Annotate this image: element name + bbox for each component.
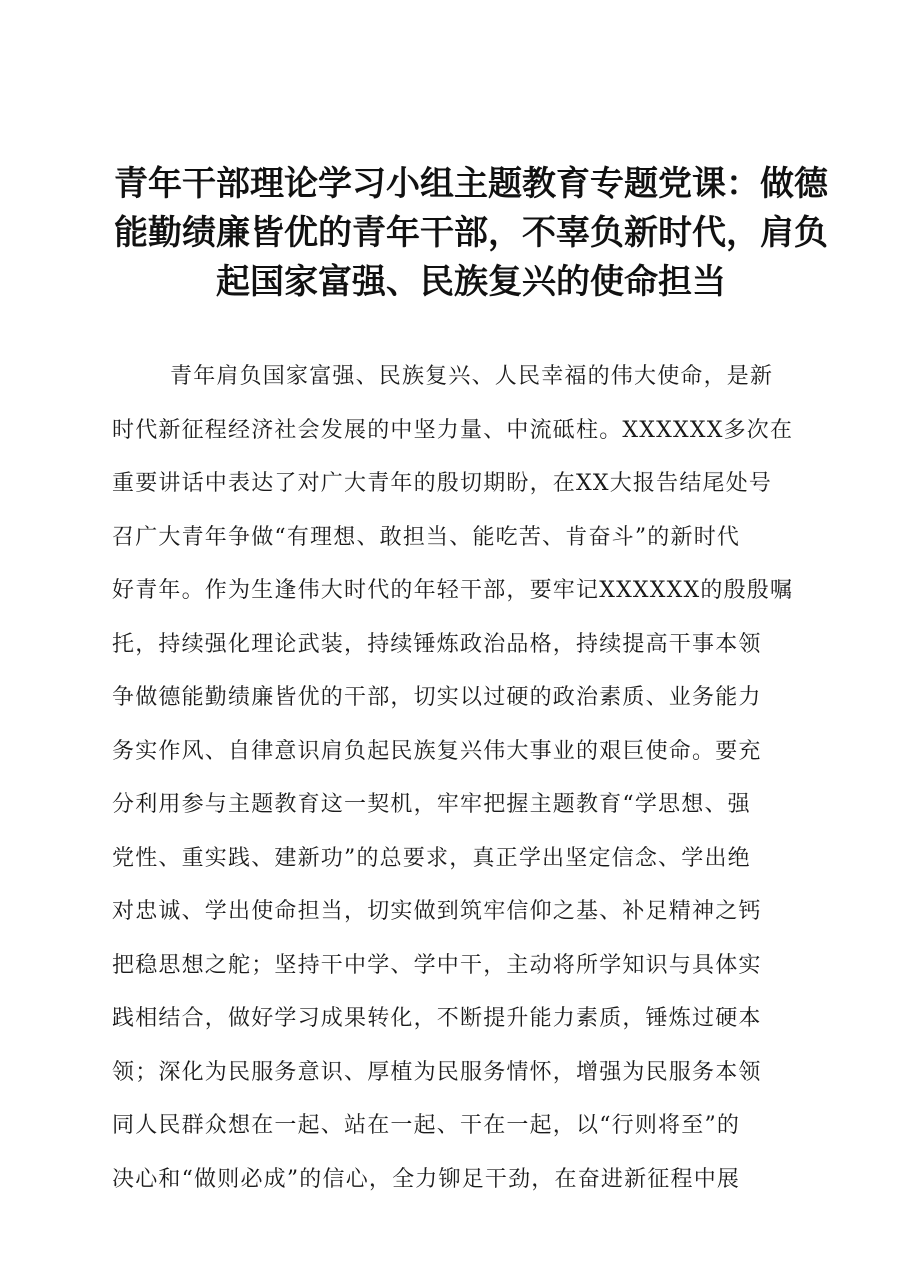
body-line: 重要讲话中表达了对广大青年的殷切期盼，在XX大报告结尾处号 (112, 471, 773, 496)
body-line: 时代新征程经济社会发展的中坚力量、中流砥柱。XXXXXX多次在 (112, 417, 794, 443)
document-title (112, 160, 830, 307)
body-line: 对忠诚、学出使命担当，切实做到筑牢信仰之基、补足精神之钙 (112, 899, 762, 924)
body-line: 把稳思想之舵；坚持干中学、学中干，主动将所学知识与具体实 (112, 952, 762, 978)
body-line: 党性、重实践、建新功”的总要求，真正学出坚定信念、学出绝 (112, 845, 751, 871)
body-line: 领；深化为民服务意识、厚植为民服务情怀，增强为民服务本领 (112, 1059, 762, 1085)
body-line: 召广大青年争做“有理想、敢担当、能吃苦、肯奋斗”的新时代 (112, 524, 741, 550)
body-line: 同人民群众想在一起、站在一起、干在一起，以“行则将至”的 (112, 1113, 741, 1138)
title-line: 能勤绩廉皆优的青年干部，不辜负新时代，肩负 (114, 213, 828, 253)
body-line: 分利用参与主题教育这一契机，牢牢把握主题教育“学思想、强 (112, 792, 751, 817)
body-line: 好青年。作为生逢伟大时代的年轻干部，要牢记XXXXXX的殷殷嘱 (112, 578, 794, 603)
body-line: 托，持续强化理论武装，持续锤炼政治品格，持续提高干事本领 (112, 631, 762, 657)
title-line: 起国家富强、民族复兴的使命担当 (216, 262, 726, 302)
body-line: 决心和“做则必成”的信心，全力铆足干劲，在奋进新征程中展 (112, 1166, 741, 1192)
body-line: 争做德能勤绩廉皆优的干部，切实以过硬的政治素质、业务能力 (112, 685, 762, 710)
body-line: 青年肩负国家富强、民族复兴、人民幸福的伟大使命，是新 (170, 364, 774, 389)
body-line: 践相结合，做好学习成果转化，不断提升能力素质，锤炼过硬本 (112, 1006, 762, 1031)
body-line: 务实作风、自律意识肩负起民族复兴伟大事业的艰巨使命。要充 (112, 738, 762, 764)
title-line: 青年干部理论学习小组主题教育专题党课：做德 (114, 164, 828, 204)
body-paragraph (112, 350, 806, 1206)
